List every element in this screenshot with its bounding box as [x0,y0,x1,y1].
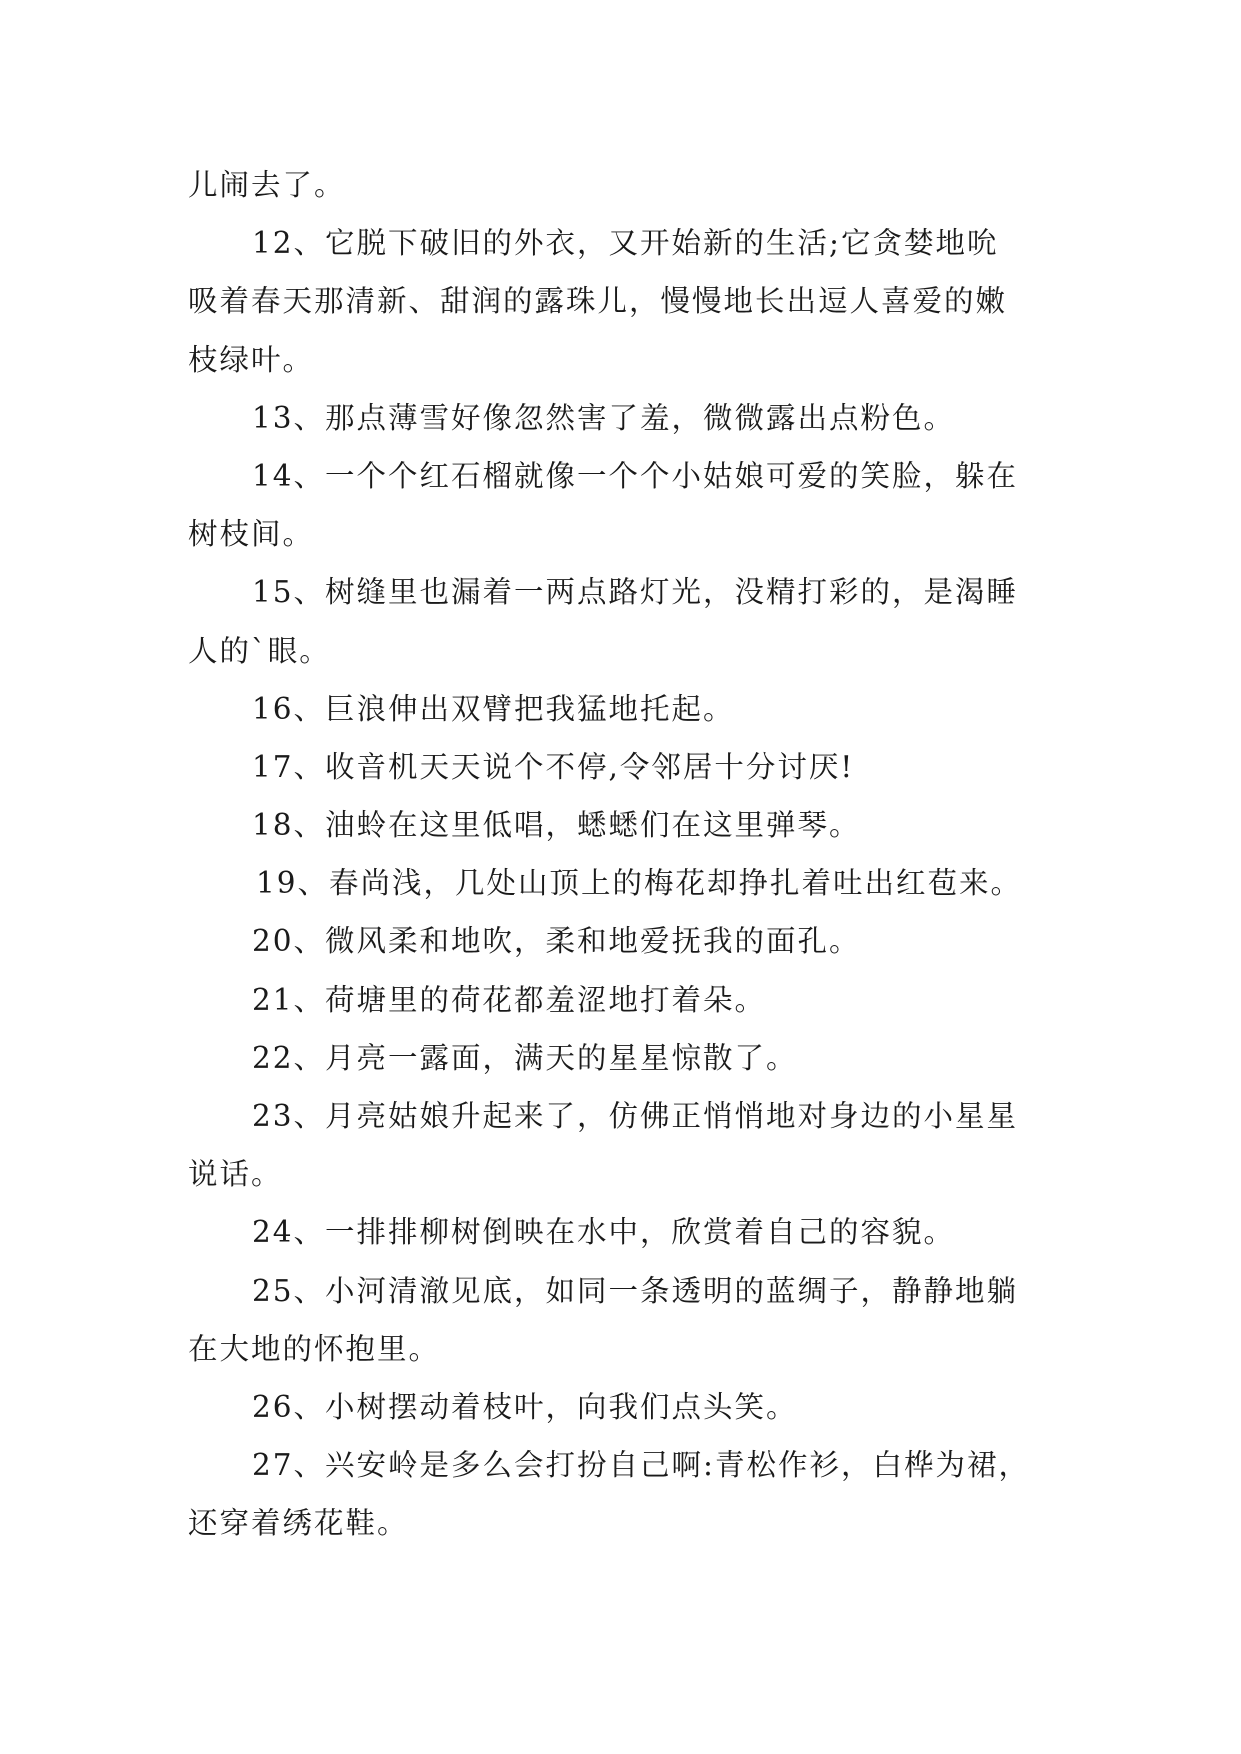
text-line: 说话。 [188,1157,283,1192]
sentence-23-start: 23、月亮姑娘升起来了，仿佛正悄悄地对身边的小星星 [252,1099,1019,1133]
sentence-24: 24、一排排柳树倒映在水中，欣赏着自己的容貌。 [252,1215,956,1250]
text-line: 枝绿叶。 [188,342,315,377]
sentence-27-start: 27、兴安岭是多么会打扮自己啊:青松作衫，白桦为裙， [252,1448,1030,1483]
text-line: 儿闹去了。 [188,168,346,202]
sentence-20: 20、微风柔和地吹，柔和地爱抚我的面孔。 [252,924,861,959]
sentence-15-start: 15、树缝里也漏着一两点路灯光，没精打彩的，是渴睡 [252,575,1019,610]
sentence-19: 19、春尚浅，几处山顶上的梅花却挣扎着吐出红苞来。 [256,866,1023,901]
sentence-12-start: 12、它脱下破旧的外衣，又开始新的生活;它贪婪地吮 [252,226,999,261]
sentence-18: 18、油蛉在这里低唱，蟋蟋们在这里弹琴。 [252,808,861,843]
text-line: 人的`眼。 [188,633,331,668]
sentence-22: 22、月亮一露面，满天的星星惊散了。 [252,1040,798,1075]
text-line: 还穿着绣花鞋。 [188,1506,409,1541]
text-line: 在大地的怀抱里。 [188,1331,441,1366]
sentence-16: 16、巨浪伸出双臂把我猛地托起。 [252,691,735,726]
sentence-13: 13、那点薄雪好像忽然害了羞，微微露出点粉色。 [252,400,956,435]
sentence-25-start: 25、小河清澈见底，如同一条透明的蓝绸子，静静地躺 [252,1273,1019,1308]
sentence-14-start: 14、一个个红石榴就像一个个小姑娘可爱的笑脸，躲在 [252,458,1019,493]
text-line: 吸着春天那清新、甜润的露珠儿，慢慢地长出逗人喜爱的嫩 [188,284,1008,319]
document-body [188,156,1058,1553]
sentence-26: 26、小树摆动着枝叶，向我们点头笑。 [252,1389,798,1424]
text-line: 树枝间。 [188,517,315,552]
sentence-21: 21、荷塘里的荷花都羞涩地打着朵。 [252,982,767,1017]
sentence-17: 17、收音机天天说个不停,令邻居十分讨厌! [252,749,855,784]
